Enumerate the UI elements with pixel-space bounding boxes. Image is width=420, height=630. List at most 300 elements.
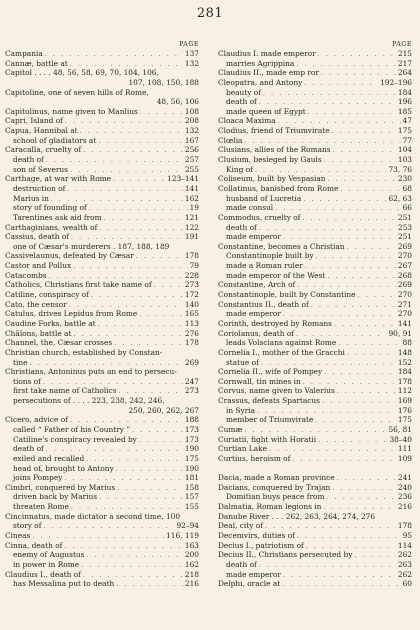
dot-leader [321, 69, 396, 78]
entry-text: Curiatii, fight with Horatii [218, 434, 317, 444]
entry-text: made emperor [226, 309, 281, 319]
entry-page-ref: 200 [184, 550, 199, 560]
dot-leader [49, 272, 183, 281]
index-entry [5, 49, 199, 59]
entry-page-ref: 158 [184, 482, 199, 492]
section-gap [218, 464, 412, 474]
entry-text: Tarentines ask aid from [13, 212, 102, 222]
entry-page-ref: 269 [397, 280, 412, 290]
dot-leader [73, 330, 182, 339]
entry-text: 48, 56, 106 [156, 97, 199, 107]
dot-leader [306, 542, 396, 551]
entry-text: Coriolanus, death of [218, 328, 295, 338]
index-entry [218, 309, 412, 319]
dot-leader [29, 359, 182, 368]
index-entry [218, 126, 412, 136]
dot-leader [296, 330, 386, 339]
entry-text: Clusians, allies of the Romans [218, 145, 331, 155]
dot-leader [114, 339, 183, 348]
dot-leader [81, 561, 183, 570]
entry-page-ref: 111 [397, 444, 412, 454]
entry-page-ref: 157 [184, 492, 199, 502]
entry-text: Claudius I., death of [5, 569, 81, 579]
dot-leader [269, 445, 396, 454]
index-entry [5, 107, 199, 117]
index-entries-left [5, 49, 199, 589]
entry-text: Deal, city of [218, 521, 263, 531]
entry-text: Commodus, cruelty of [218, 212, 301, 222]
entry-text: in power in Rome [13, 559, 80, 569]
index-entry [5, 242, 199, 252]
dot-leader [132, 426, 183, 435]
dot-leader [51, 195, 183, 204]
entry-page-ref: 241 [397, 473, 412, 483]
dot-leader [328, 175, 396, 184]
index-entry [5, 203, 199, 213]
entry-page-ref: 175 [397, 415, 412, 425]
entry-text: death of [13, 444, 44, 454]
entry-text: Carthaginians, wealth of [5, 222, 98, 232]
entry-page-ref: 215 [397, 49, 412, 58]
entry-page-ref: 56, 81 [388, 424, 412, 434]
entry-text: has Messalina put to death [13, 579, 115, 589]
entry-text: Decius II., Christians persecuted by [218, 550, 353, 560]
entry-page-ref: 240 [397, 482, 412, 492]
dot-leader [322, 397, 396, 406]
entry-text: Cornelia I., mother of the Gracchi [218, 347, 345, 357]
dot-leader [244, 137, 400, 146]
entry-text: marries Agrippina [226, 58, 295, 68]
entry-page-ref: 132 [184, 126, 199, 136]
entry-page-ref: 176 [397, 405, 412, 415]
entry-text: Cleopatra, and Antony [218, 77, 303, 87]
index-entry [218, 502, 412, 512]
index-entry [218, 280, 412, 290]
dot-leader [65, 117, 183, 126]
entry-text: Crassus, defeats Spartacus [218, 396, 320, 406]
index-entry [5, 126, 199, 136]
entry-page-ref: 257 [184, 155, 199, 165]
entry-page-ref: 88 [402, 338, 412, 348]
entry-text: Catulus, drives Lepidus from Rome [5, 309, 138, 319]
entry-text: in Syria [226, 405, 256, 415]
index-entry [5, 415, 199, 425]
dot-leader [140, 108, 183, 117]
entry-text: Coliseum, built by Vespasian [218, 174, 326, 184]
entry-text: persecutions of . . . . 223, 238, 242, 246, [13, 396, 165, 406]
dot-leader [261, 359, 396, 368]
dot-leader [304, 79, 378, 88]
dot-leader [332, 127, 396, 136]
dot-leader [89, 204, 188, 213]
entry-page-ref: 167 [184, 135, 199, 145]
index-entry [5, 512, 199, 522]
index-entry [5, 492, 199, 502]
index-entry [5, 223, 199, 233]
entry-page-ref: 79 [189, 261, 199, 271]
dot-leader [283, 310, 396, 319]
page-column-heading: PAGE [392, 41, 412, 48]
index-entry [218, 492, 412, 502]
index-entry [5, 396, 199, 406]
index-entry [5, 68, 199, 78]
dot-leader [46, 156, 183, 165]
entry-text: Decemvirs, duties of [218, 531, 295, 541]
index-entry [5, 444, 199, 454]
index-entry [5, 309, 199, 319]
entry-page-ref: 19 [189, 203, 199, 213]
index-entry [218, 338, 412, 348]
entry-text: made consul [226, 203, 274, 213]
entry-page-ref: 155 [184, 502, 199, 512]
index-entry [218, 386, 412, 396]
index-entry [218, 560, 412, 570]
entry-page-ref: 103 [397, 155, 412, 165]
dot-leader [70, 166, 183, 175]
index-entry [218, 184, 412, 194]
entry-page-ref: 184 [397, 367, 412, 377]
index-entry [5, 367, 199, 377]
entry-text: driven back by Marius [13, 492, 98, 502]
entry-page-ref: 236 [397, 492, 412, 502]
dot-leader [257, 407, 396, 416]
entry-text: Curtius, heroism of [218, 453, 291, 463]
entry-text: Cincinnatus, made dictator a second time, 100 [5, 511, 181, 521]
entry-text: Collatinus, banished from Rome [218, 183, 339, 193]
entry-text: 250, 260, 262, 267 [128, 405, 199, 415]
entry-page-ref: 216 [397, 502, 412, 512]
entry-text: Castor and Pollux [5, 261, 72, 271]
index-entry [218, 261, 412, 271]
entry-text: member of Triumvirate [226, 415, 314, 425]
index-entry [5, 473, 199, 483]
index-entry [218, 435, 412, 445]
index-entry [218, 68, 412, 78]
entry-text: made a Roman ruler [226, 261, 303, 271]
index-entries-right [218, 49, 412, 589]
entry-text: enemy of Augustus [13, 550, 85, 560]
entry-page-ref: 251 [397, 232, 412, 242]
entry-text: Capua, Hannibal at [5, 126, 78, 136]
entry-text: statue of [226, 357, 259, 367]
entry-page-ref: 273 [184, 386, 199, 396]
entry-text: Campania [5, 49, 43, 58]
dot-leader [116, 465, 183, 474]
entry-page-ref: 270 [397, 251, 412, 261]
entry-page-ref: 137 [184, 49, 199, 58]
entry-page-ref: 152 [397, 357, 412, 367]
index-entry [218, 155, 412, 165]
entry-page-ref: 271 [397, 299, 412, 309]
index-entry [5, 348, 199, 358]
entry-page-ref: 269 [184, 357, 199, 367]
entry-text: Constantinople, built by Constantine [218, 290, 356, 300]
entry-page-ref: 165 [184, 309, 199, 319]
entry-page-ref: 255 [184, 164, 199, 174]
index-entry [218, 425, 412, 435]
index-entry [5, 560, 199, 570]
entry-text: Cannæ, battle at [5, 58, 68, 68]
entry-text: exiled and recalled [13, 453, 85, 463]
index-entry [218, 570, 412, 580]
index-entry [5, 377, 199, 387]
dot-leader [91, 291, 183, 300]
index-entry [218, 319, 412, 329]
entry-text: death of [226, 97, 257, 107]
entry-page-ref: 90, 91 [388, 328, 412, 338]
entry-text: Cassius, death of [5, 232, 70, 242]
dot-leader [98, 320, 183, 329]
entry-page-ref: 192–196 [380, 77, 412, 87]
dot-leader [303, 378, 396, 387]
dot-leader [278, 117, 401, 126]
dot-leader [116, 580, 183, 589]
dot-leader [83, 146, 183, 155]
entry-text: Catholics, Christians first take name of [5, 280, 152, 290]
dot-leader [136, 252, 183, 261]
entry-page-ref: 178 [184, 251, 199, 261]
entry-page-ref: 77 [402, 135, 412, 145]
dot-leader [318, 436, 387, 445]
entry-text: Cornwall, tin mines in [218, 376, 301, 386]
dot-leader [32, 532, 164, 541]
index-entry [5, 194, 199, 204]
dot-leader [259, 561, 396, 570]
dot-leader [283, 571, 396, 580]
dot-leader [259, 224, 396, 233]
entry-page-ref: 109 [397, 453, 412, 463]
dot-leader [337, 387, 396, 396]
dot-leader [113, 175, 165, 184]
index-entry [5, 116, 199, 126]
dot-leader [70, 60, 183, 69]
index-column-right [218, 40, 412, 589]
entry-text: Cloaca Maxima [218, 116, 276, 126]
entry-page-ref: 247 [184, 376, 199, 386]
entry-text: head of, brought to Antony [13, 463, 114, 473]
dot-leader [338, 339, 400, 348]
index-entry [218, 444, 412, 454]
index-entry [5, 59, 199, 69]
index-entry [218, 396, 412, 406]
entry-text: Cassivelaunus, defeated by Cæsar [5, 251, 134, 261]
dot-leader [275, 204, 400, 213]
entry-text: made queen of Egypt [226, 106, 306, 116]
entry-page-ref: 190 [184, 463, 199, 473]
entry-page-ref: 141 [184, 183, 199, 193]
index-entry [218, 174, 412, 184]
entry-text: Channel, the, Cæsar crosses [5, 338, 113, 348]
dot-leader [358, 291, 396, 300]
index-entry [5, 97, 199, 107]
entry-page-ref: 62, 63 [388, 193, 412, 203]
entry-page-ref: 169 [397, 396, 412, 406]
entry-text: Capitolinus, name given to Manlius [5, 106, 138, 116]
entry-text: made emperor of the West [226, 270, 326, 280]
index-entry [5, 435, 199, 445]
entry-page-ref: 116, 119 [166, 531, 199, 541]
entry-text: Constantine, becomes a Christian [218, 241, 345, 251]
entry-text: Catiline's conspiracy revealed by [13, 434, 137, 444]
entry-page-ref: 188 [184, 415, 199, 425]
entry-page-ref: 267 [397, 261, 412, 271]
index-entry [5, 319, 199, 329]
dot-leader [43, 378, 183, 387]
dot-leader [311, 301, 396, 310]
dot-leader [283, 233, 396, 242]
entry-text: Cicero, advice of [5, 415, 68, 425]
entry-text: Danube River . . . 262, 263, 264, 274, 276 [218, 511, 376, 521]
index-entry [218, 136, 412, 146]
dot-leader [297, 281, 396, 290]
index-entry [218, 97, 412, 107]
entry-text: Cinna, death of [5, 540, 63, 550]
dot-leader [99, 493, 183, 502]
dot-leader [64, 542, 182, 551]
index-entry [5, 280, 199, 290]
index-entry [5, 290, 199, 300]
entry-page-ref: 251 [397, 212, 412, 222]
entry-text: Dalmatia, Roman legions in [218, 502, 322, 512]
entry-page-ref: 190 [184, 444, 199, 454]
entry-text: 107, 108, 150, 188 [128, 77, 199, 87]
entry-page-ref: 178 [397, 376, 412, 386]
entry-page-ref: 217 [397, 58, 412, 68]
entry-text: death of [226, 222, 257, 232]
index-entry [5, 550, 199, 560]
index-entry [218, 271, 412, 281]
entry-page-ref: 175 [397, 126, 412, 136]
dot-leader [347, 243, 396, 252]
dot-leader [70, 416, 183, 425]
entry-text: Christian church, established by Constan- [5, 347, 163, 357]
entry-text: Cimbri, conquered by Marius [5, 482, 116, 492]
dot-leader [99, 224, 183, 233]
index-entry [218, 550, 412, 560]
entry-text: Capitol . . . . 48, 56, 58, 69, 70, 104, 106, [5, 68, 159, 78]
dot-leader [118, 387, 182, 396]
entry-page-ref: 268 [397, 270, 412, 280]
index-entry [5, 145, 199, 155]
entry-page-ref: 113 [184, 318, 199, 328]
index-entry [218, 194, 412, 204]
entry-text: Domitian buys peace from [226, 492, 325, 502]
entry-page-ref: 228 [184, 270, 199, 280]
dot-leader [80, 127, 183, 136]
index-entry [5, 78, 199, 88]
entry-page-ref: 172 [184, 290, 199, 300]
entry-text: leads Volscians against Rome [226, 338, 337, 348]
entry-page-ref: 173 [184, 434, 199, 444]
entry-page-ref: 270 [397, 309, 412, 319]
index-entry [218, 203, 412, 213]
entry-text: tions of [13, 376, 41, 386]
index-entry [5, 483, 199, 493]
entry-text: Châlons, battle at [5, 328, 72, 338]
dot-leader [73, 262, 187, 271]
dot-leader [67, 185, 183, 194]
index-entry [218, 541, 412, 551]
entry-text: Caracalla, cruelty of [5, 145, 82, 155]
index-entry [5, 406, 199, 416]
entry-page-ref: 104 [397, 145, 412, 155]
index-entry [5, 213, 199, 223]
dot-leader [139, 436, 183, 445]
entry-text: made emperor [226, 232, 281, 242]
dot-leader [117, 484, 183, 493]
dot-leader [255, 166, 387, 175]
entry-text: Constantius II., death of [218, 299, 309, 309]
dot-leader [83, 571, 183, 580]
index-entry [218, 512, 412, 522]
entry-page-ref: 253 [397, 222, 412, 232]
entry-text: story of [13, 521, 42, 531]
entry-text: Catiline, conspiracy of [5, 290, 89, 300]
entry-page-ref: 114 [397, 540, 412, 550]
index-entry [5, 300, 199, 310]
entry-page-ref: 173 [184, 424, 199, 434]
index-entry [5, 541, 199, 551]
index-entry [218, 107, 412, 117]
dot-leader [292, 455, 396, 464]
index-entry [218, 165, 412, 175]
entry-page-ref: 262 [397, 569, 412, 579]
dot-leader [315, 416, 396, 425]
entry-text: Catacombs [5, 270, 47, 280]
dot-leader [334, 320, 396, 329]
entry-text: Corvus, name given to Valerius [218, 386, 335, 396]
index-entry [5, 579, 199, 589]
entry-page-ref: 262 [397, 550, 412, 560]
dot-leader [244, 426, 386, 435]
dot-leader [327, 493, 396, 502]
dot-leader [46, 445, 183, 454]
index-entry [218, 377, 412, 387]
index-entry [5, 184, 199, 194]
entry-text: first take name of Catholics [13, 386, 117, 396]
entry-text: Cato, the censor [5, 299, 67, 309]
entry-page-ref: 185 [397, 106, 412, 116]
dot-leader [45, 50, 183, 59]
index-entry [218, 251, 412, 261]
index-entry [5, 425, 199, 435]
dot-leader [86, 551, 182, 560]
entry-page-ref: 264 [397, 68, 412, 78]
entry-page-ref: 38–40 [389, 434, 412, 444]
dot-leader [318, 50, 396, 59]
entry-page-ref: 178 [397, 521, 412, 531]
index-entry [218, 483, 412, 493]
dot-leader [324, 368, 396, 377]
entry-page-ref: 181 [184, 473, 199, 483]
index-entry [5, 454, 199, 464]
dot-leader [354, 551, 396, 560]
index-entry [5, 271, 199, 281]
entry-text: tine [13, 357, 28, 367]
entry-page-ref: 47 [402, 116, 412, 126]
entry-page-ref: 132 [184, 58, 199, 68]
entry-text: Christians, Antoninus puts an end to persecu- [5, 367, 177, 377]
index-entry [5, 165, 199, 175]
entry-page-ref: 273 [184, 280, 199, 290]
entry-text: joins Pompey [13, 473, 63, 483]
entry-page-ref: 122 [184, 222, 199, 232]
index-entry [5, 261, 199, 271]
entry-page-ref: 230 [397, 174, 412, 184]
entry-page-ref: 66 [402, 203, 412, 213]
dot-leader [302, 214, 395, 223]
entry-page-ref: 148 [397, 347, 412, 357]
